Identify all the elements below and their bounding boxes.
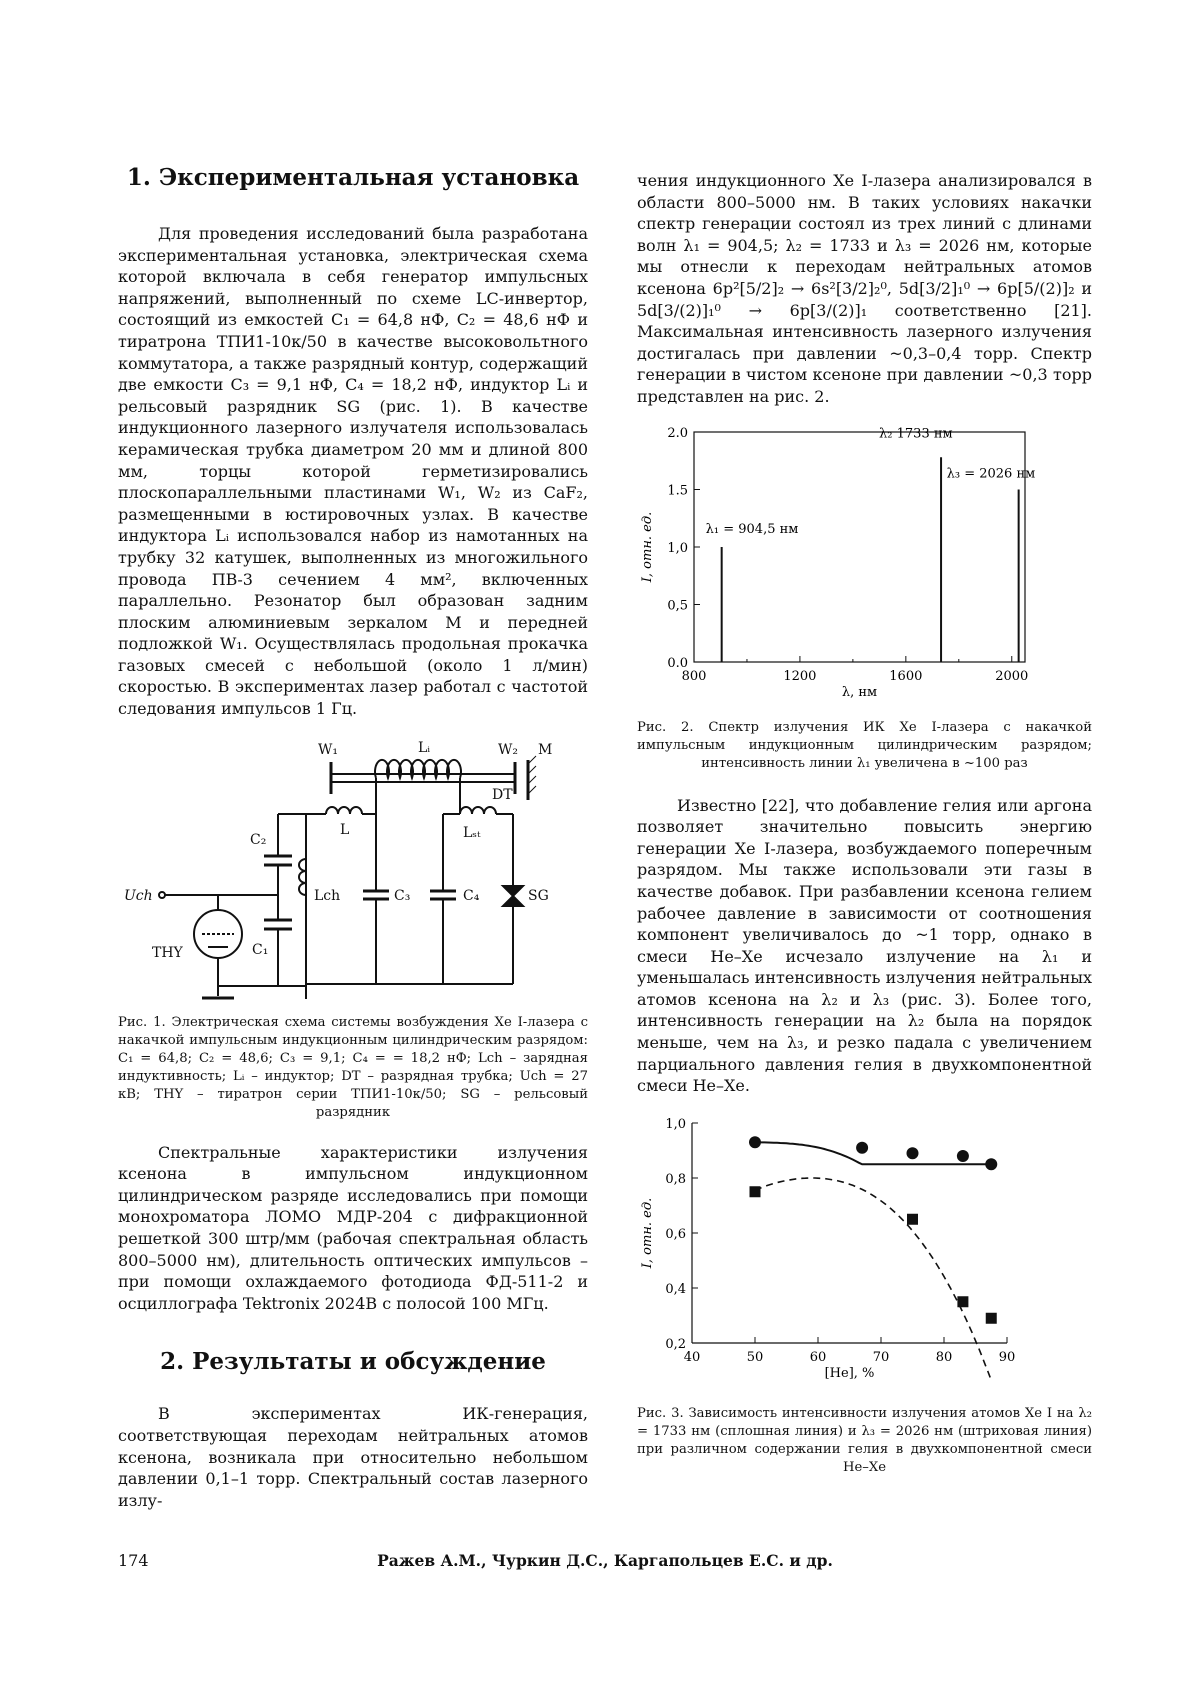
fig3-ylabel: I, отн. ед.: [640, 1197, 655, 1269]
fig3-point-square: [957, 1296, 968, 1307]
fig2-xtick-label: 800: [681, 668, 707, 684]
fig3-ytick-label: 0,4: [665, 1281, 686, 1297]
fig2-line-label-1: λ₁ = 904,5 нм: [705, 521, 799, 537]
fig3-point-square: [986, 1313, 997, 1324]
fig3-ytick-label: 1,0: [665, 1116, 686, 1132]
fig3-xlabel: [He], %: [824, 1365, 875, 1381]
label-C2: C₂: [250, 831, 267, 848]
fig2-caption: Рис. 2. Спектр излучения ИК Xe I-лазера с накачкой импульсным индукционным цилиндрическим разрядом; интенсивность линии λ₁ увеличена в ~100 раз: [637, 719, 1092, 771]
label-C3: C₃: [394, 887, 411, 904]
right-paragraph-1: чения индукционного Xe I-лазера анализировался в области 800–5000 нм. В таких условиях накачки спектр генерации состоял из трех линий с длинами волн λ₁ = 904,5; λ₂ = 1733 и λ₃ = 2026 нм, которые мы отнесли к переходам нейтральных атомов ксенона 6p²[5/2]₂ → 6s²[3/2]₂⁰, 5d[3/2]₁⁰ → 6p[5/(2)]₂ и 5d[3/(2)]₁⁰ → 6p[3/(2)]₁ соответственно [21]. Максимальная интенсивность лазерного излучения достигалась при давлении ~0,3–0,4 торр. Спектр генерации в чистом ксеноне при давлении ~0,3 торр представлен на рис. 2.: [637, 171, 1092, 406]
label-Uch: Uch: [124, 887, 153, 904]
fig3-xtick-label: 90: [998, 1349, 1016, 1365]
fig2-ytick-label: 2.0: [667, 425, 688, 441]
label-Li: Lᵢ: [418, 739, 431, 756]
fig3-ytick-label: 0,6: [665, 1226, 686, 1242]
section1-paragraph-1: Для проведения исследований была разработана экспериментальная установка, электрическая схема которой включала в себя генератор импульсных напряжений, выполненный по схеме LC-инвертор, состоящий из емкостей C₁ = 64,8 нФ, C₂ = 48,6 нФ и тиратрона ТПИ1-10к/50 в качестве высоковольтного коммутатора, а также разрядный контур, содержащий две емкости C₃ = 9,1 нФ, C₄ = 18,2 нФ, индуктор Lᵢ и рельсовый разрядник SG (рис. 1). В качестве индукционного лазерного излучателя использовалась керамическая трубка диаметром 20 мм и длиной 800 мм, торцы которой герметизировались плоскопараллельными пластинами W₁, W₂ из CaF₂, размещенными в юстировочных узлах. В качестве индуктора Lᵢ использовался набор из намотанных на трубку 32 катушек, выполненных из многожильного провода ПВ-3 сечением 4 мм², включенных параллельно. Резонатор был образован задним плоским алюминиевым зеркалом M и передней подложкой W₁. Осуществлялась продольная прокачка газовых смесей с небольшой (около 1 л/мин) скоростью. В экспериментах лазер работал с частотой следования импульсов 1 Гц.: [118, 224, 588, 719]
label-Lch: Lch: [314, 887, 341, 904]
fig3-xtick-label: 60: [809, 1349, 827, 1365]
label-DT: DT: [492, 786, 513, 803]
fig2-xtick-label: 1600: [889, 668, 923, 684]
fig3-point-circle: [907, 1147, 919, 1159]
fig3-xtick-label: 40: [683, 1349, 701, 1365]
fig2-ytick-label: 1,0: [667, 540, 688, 556]
fig2-ylabel: I, отн. ед.: [640, 511, 655, 582]
fig2-ytick-label: 1.5: [667, 483, 688, 499]
footer-authors: Ражев А.М., Чуркин Д.С., Каргапольцев Е.С. и др.: [377, 1551, 833, 1570]
section2-title: 2. Результаты и обсуждение: [160, 1348, 546, 1376]
fig2-ytick-label: 0,5: [667, 598, 688, 614]
fig2-line-label-2: λ₂ 1733 нм: [879, 425, 953, 441]
fig1-caption: Рис. 1. Электрическая схема системы возбуждения Xe I-лазера с накачкой импульсным индукционным цилиндрическим разрядом: C₁ = 64,8; C₂ = 48,6; C₃ = 9,1; C₄ = = 18,2 нФ; Lch – зарядная индуктивность; Lᵢ – индуктор; DT – разрядная трубка; Uch = 27 кВ; THY – тиратрон серии ТПИ1-10к/50; SG – рельсовый разрядник: [118, 1014, 588, 1120]
fig2-xtick-label: 1200: [783, 668, 817, 684]
fig3-xtick-label: 50: [746, 1349, 764, 1365]
fig3-point-circle: [749, 1136, 761, 1148]
fig3-point-circle: [856, 1142, 868, 1154]
fig2-spectrum-chart: [637, 422, 1092, 717]
fig3-ytick-label: 0,2: [665, 1336, 686, 1352]
label-L: L: [340, 821, 350, 838]
page-number: 174: [118, 1551, 149, 1570]
section1-paragraph-2: Спектральные характеристики излучения ксенона в импульсном индукционном цилиндрическом разряде исследовались при помощи монохроматора ЛОМО МДР-204 с дифракционной решеткой 300 штр/мм (рабочая спектральная область 800–5000 нм), длительность оптических импульсов – при помощи охлаждаемого фотодиода ФД-511-2 и осциллографа Tektronix 2024B с полосой 100 МГц.: [118, 1142, 588, 1313]
label-THY: THY: [152, 944, 183, 961]
label-W2: W₂: [498, 741, 519, 758]
label-M: M: [538, 741, 553, 758]
fig2-ytick-label: 0.0: [667, 655, 688, 671]
fig1-circuit: [118, 734, 588, 1004]
fig2-xlabel: λ, нм: [841, 684, 878, 700]
section1-title: 1. Экспериментальная установка: [126, 164, 580, 191]
label-SG: SG: [528, 887, 549, 904]
fig3-solid-curve: [755, 1142, 991, 1164]
label-Lst: Lₛₜ: [463, 824, 481, 841]
label-C4: C₄: [463, 887, 480, 904]
fig3-point-square: [750, 1186, 761, 1197]
label-C1: C₁: [252, 941, 269, 958]
fig2-line-label-3: λ₃ = 2026 нм: [946, 466, 1036, 482]
fig3-point-circle: [957, 1150, 969, 1162]
fig3-xtick-label: 80: [935, 1349, 953, 1365]
right-column: [637, 170, 1092, 1477]
fig2-xtick-label: 2000: [995, 668, 1029, 684]
fig3-helium-chart: [637, 1111, 1092, 1401]
section2-paragraph-1: В экспериментах ИК-генерация, соответствующая переходам нейтральных атомов ксенона, возникала при относительно небольшом давлении 0,1–1 торр. Спектральный состав лазерного излу-: [118, 1404, 588, 1510]
fig3-caption: Рис. 3. Зависимость интенсивности излучения атомов Xe I на λ₂ = 1733 нм (сплошная линия) и λ₃ = 2026 нм (штриховая линия) при различном содержании гелия в двухкомпонентной смеси He–Xe: [637, 1405, 1092, 1475]
fig3-point-circle: [985, 1158, 997, 1170]
left-column: [118, 164, 588, 1511]
fig3-xtick-label: 70: [872, 1349, 890, 1365]
label-W1: W₁: [318, 741, 339, 758]
right-paragraph-2: Известно [22], что добавление гелия или аргона позволяет значительно повысить энергию генерации Xe I-лазера, возбуждаемого поперечным разрядом. Мы также использовали эти газы в качестве добавок. При разбавлении ксенона гелием рабочее давление в зависимости от соотношения компонент увеличивалось до ~1 торр, однако в смеси He–Xe исчезало излучение на λ₁ и уменьшалась интенсивность излучения нейтральных атомов ксенона на λ₂ и λ₃ (рис. 3). Более того, интенсивность генерации на λ₂ была на порядок меньше, чем на λ₃, и резко падала с увеличением парциального давления гелия в двухкомпонентной смеси He–Xe.: [637, 795, 1092, 1096]
fig3-ytick-label: 0,8: [665, 1171, 686, 1187]
fig3-point-square: [907, 1214, 918, 1225]
